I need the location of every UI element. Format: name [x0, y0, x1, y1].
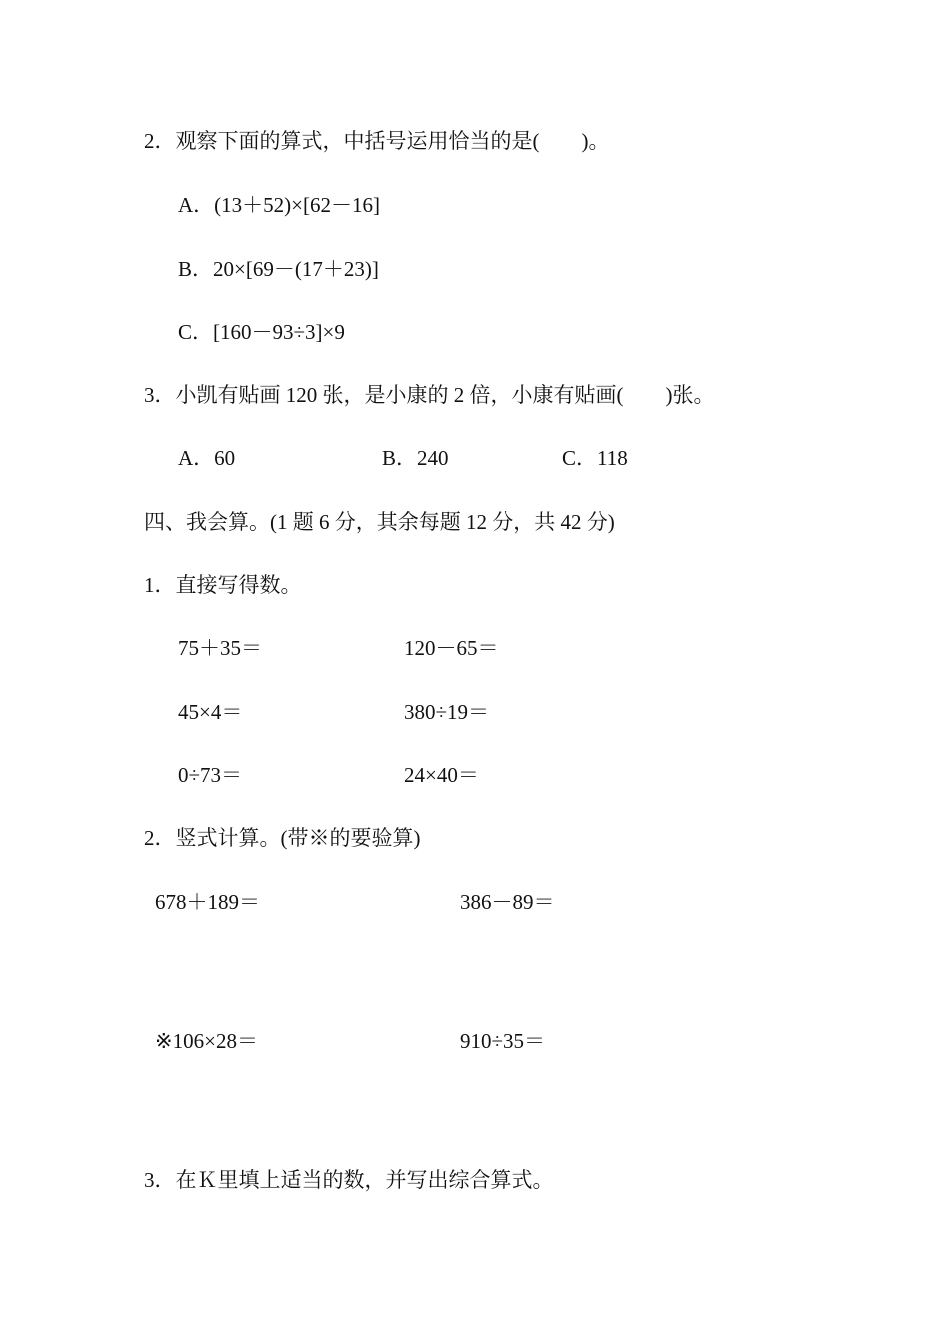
sub1-title: 1．直接写得数。: [144, 573, 302, 597]
vertical-calc-item: 910÷35＝: [460, 1029, 546, 1053]
vertical-calc-item: 678＋189＝: [155, 890, 260, 914]
sub3-title: 3．在Ｋ里填上适当的数，并写出综合算式。: [144, 1168, 554, 1192]
sub2-title: 2．竖式计算。(带※的要验算): [144, 826, 421, 850]
q2-option-b: B．20×[69－(17＋23)]: [178, 257, 379, 281]
vertical-calc-item: ※106×28＝: [155, 1029, 258, 1053]
q3-stem: 3．小凯有贴画 120 张，是小康的 2 倍，小康有贴画( )张。: [144, 383, 715, 407]
q2-stem: 2．观察下面的算式，中括号运用恰当的是( )。: [144, 129, 610, 153]
oral-calc-item: 0÷73＝: [178, 763, 243, 787]
vertical-calc-item: 386－89＝: [460, 890, 555, 914]
section-4-title: 四、我会算。(1 题 6 分，其余每题 12 分，共 42 分): [144, 510, 615, 534]
q3-option-c: C．118: [562, 446, 628, 470]
oral-calc-item: 380÷19＝: [404, 700, 490, 724]
q2-option-a: A．(13＋52)×[62－16]: [178, 193, 380, 217]
oral-calc-item: 24×40＝: [404, 763, 479, 787]
q3-option-b: B．240: [382, 446, 449, 470]
oral-calc-item: 120－65＝: [404, 636, 499, 660]
q3-option-a: A．60: [178, 446, 236, 470]
oral-calc-item: 45×4＝: [178, 700, 243, 724]
oral-calc-item: 75＋35＝: [178, 636, 262, 660]
q2-option-c: C．[160－93÷3]×9: [178, 320, 345, 344]
